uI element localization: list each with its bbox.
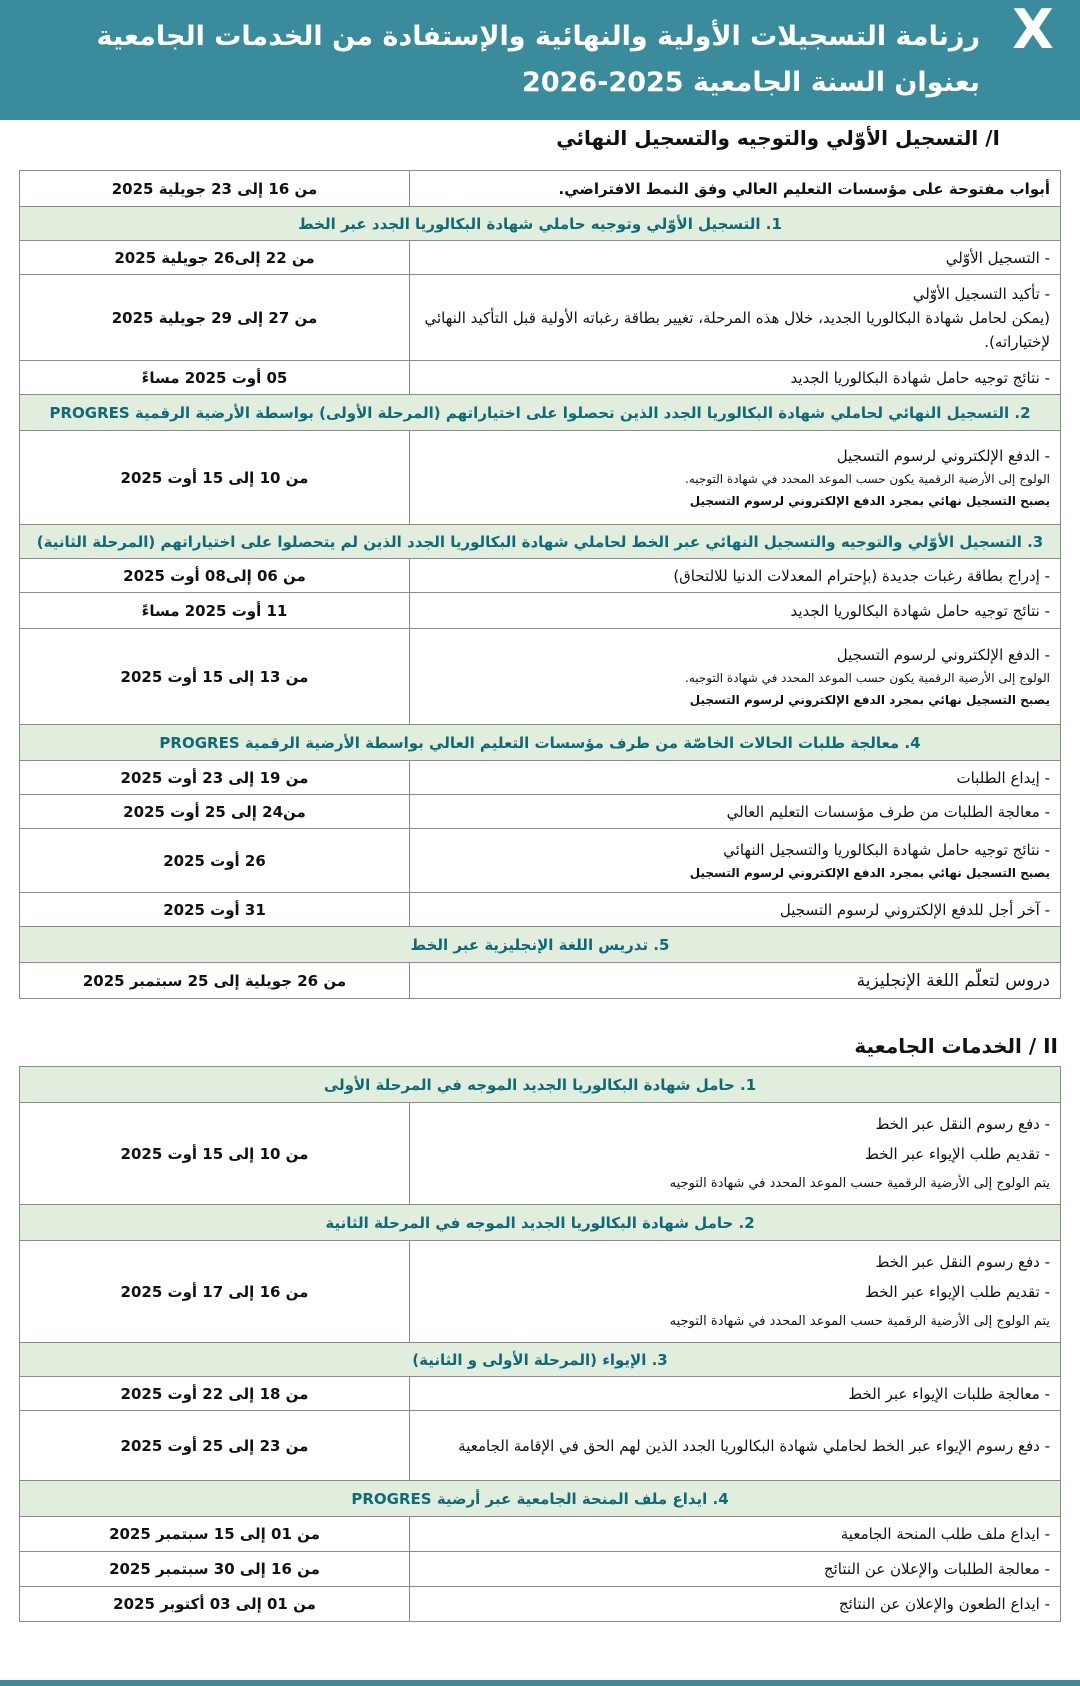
group-header bbox=[20, 1067, 1061, 1103]
group-title: 4. معالجة طلبات الحالات الخاصّة من طرف مؤسسات التعليم العالي بواسطة الأرضية الرقمية PROGRES bbox=[20, 725, 1061, 761]
row-date: من 22 إلى26 جويلية 2025 bbox=[20, 241, 410, 275]
group-header bbox=[20, 207, 1061, 241]
row-description bbox=[410, 275, 1061, 361]
row-description: - معالجة الطلبات والإعلان عن النتائج bbox=[410, 1552, 1061, 1587]
row-description: - ايداع الطعون والإعلان عن النتائج bbox=[410, 1587, 1061, 1622]
row-description: - نتائج توجيه حامل شهادة البكالوريا الجديد bbox=[410, 593, 1061, 629]
row-line: - نتائج توجيه حامل شهادة البكالوريا والتسجيل النهائي bbox=[723, 840, 1050, 859]
group-header bbox=[20, 725, 1061, 761]
row-date: من24 إلى 25 أوت 2025 bbox=[20, 795, 410, 829]
row-date: من 13 إلى 15 أوت 2025 bbox=[20, 629, 410, 725]
table-row bbox=[20, 1377, 1061, 1411]
table-row bbox=[20, 171, 1061, 207]
table-row bbox=[20, 431, 1061, 525]
table-row bbox=[20, 559, 1061, 593]
group-title: 1. حامل شهادة البكالوريا الجديد الموجه في المرحلة الأولى bbox=[20, 1067, 1061, 1103]
table-row bbox=[20, 795, 1061, 829]
row-description: - آخر أجل للدفع الإلكتروني لرسوم التسجيل bbox=[410, 893, 1061, 927]
group-title: 4. ايداع ملف المنحة الجامعية عبر أرضية PROGRES bbox=[20, 1481, 1061, 1517]
row-date: من 26 جويلية إلى 25 سبتمبر 2025 bbox=[20, 963, 410, 999]
row-date: من 16 إلى 23 جويلية 2025 bbox=[20, 171, 410, 207]
table-row bbox=[20, 593, 1061, 629]
table-row bbox=[20, 1587, 1061, 1622]
row-date: من 06 إلى08 أوت 2025 bbox=[20, 559, 410, 593]
row-description: - معالجة الطلبات من طرف مؤسسات التعليم العالي bbox=[410, 795, 1061, 829]
row-line: - تقديم طلب الإيواء عبر الخط bbox=[865, 1144, 1051, 1163]
row-description: - التسجيل الأوّلي bbox=[410, 241, 1061, 275]
group-title: 3. الإيواء (المرحلة الأولى و الثانية) bbox=[20, 1343, 1061, 1377]
row-description: - معالجة طلبات الإيواء عبر الخط bbox=[410, 1377, 1061, 1411]
table-row bbox=[20, 1517, 1061, 1552]
services-table bbox=[19, 1066, 1061, 1622]
row-note: (يمكن لحامل شهادة البكالوريا الجديد، خلال هذه المرحلة، تغيير بطاقة رغباته الأولية قبل التأكيد النهائي لإختياراته). bbox=[424, 308, 1050, 351]
row-description: - إيداع الطلبات bbox=[410, 761, 1061, 795]
row-description: - نتائج توجيه حامل شهادة البكالوريا الجديد bbox=[410, 361, 1061, 395]
row-description bbox=[410, 629, 1061, 725]
table-row bbox=[20, 275, 1061, 361]
row-date: من 01 إلى 15 سبتمبر 2025 bbox=[20, 1517, 410, 1552]
table-row bbox=[20, 963, 1061, 999]
group-header bbox=[20, 1481, 1061, 1517]
row-note: الولوج إلى الأرضية الرقمية يكون حسب الموعد المحدد في شهادة التوجيه. bbox=[685, 471, 1050, 486]
group-title: 1. التسجيل الأوّلي وتوجيه حاملي شهادة البكالوريا الجدد عبر الخط bbox=[20, 207, 1061, 241]
row-description: دروس لتعلّم اللغة الإنجليزية bbox=[410, 963, 1061, 999]
table-row bbox=[20, 829, 1061, 893]
header-bar bbox=[0, 0, 1080, 120]
row-date: 05 أوت 2025 مساءً bbox=[20, 361, 410, 395]
row-date: من 16 إلى 17 أوت 2025 bbox=[20, 1241, 410, 1343]
row-line: - الدفع الإلكتروني لرسوم التسجيل bbox=[836, 446, 1050, 465]
section-1-heading: I/ التسجيل الأوّلي والتوجيه والتسجيل النهائي bbox=[556, 126, 1000, 150]
table-row bbox=[20, 241, 1061, 275]
group-title: 3. التسجيل الأوّلي والتوجيه والتسجيل النهائي عبر الخط لحاملي شهادة البكالوريا الجدد الذين لم يتحصلوا على اختياراتهم (المرحلة الثانية) bbox=[20, 525, 1061, 559]
close-button[interactable]: X bbox=[1012, 0, 1054, 61]
row-note: يصبح التسجيل نهائي بمجرد الدفع الإلكتروني لرسوم التسجيل bbox=[689, 493, 1050, 508]
table-row bbox=[20, 761, 1061, 795]
table-row bbox=[20, 1411, 1061, 1481]
group-header bbox=[20, 1343, 1061, 1377]
row-date: من 01 إلى 03 أكتوبر 2025 bbox=[20, 1587, 410, 1622]
row-note: يتم الولوج إلى الأرضية الرقمية حسب الموعد المحدد في شهادة التوجيه bbox=[669, 1175, 1051, 1191]
page-title: رزنامة التسجيلات الأولية والنهائية والإستفادة من الخدمات الجامعية بعنوان السنة الجامعية 2025-2026 bbox=[96, 21, 980, 98]
row-date: من 27 إلى 29 جويلية 2025 bbox=[20, 275, 410, 361]
row-description bbox=[410, 1103, 1061, 1205]
section-2-heading: II / الخدمات الجامعية bbox=[854, 1034, 1058, 1058]
group-header bbox=[20, 1205, 1061, 1241]
row-description: أبواب مفتوحة على مؤسسات التعليم العالي وفق النمط الافتراضي. bbox=[410, 171, 1061, 207]
row-description: - ايداع ملف طلب المنحة الجامعية bbox=[410, 1517, 1061, 1552]
table-row bbox=[20, 361, 1061, 395]
row-description: - دفع رسوم الإيواء عبر الخط لحاملي شهادة البكالوريا الجدد الذين لهم الحق في الإقامة الجامعية bbox=[410, 1411, 1061, 1481]
row-description: - إدراج بطاقة رغبات جديدة (بإحترام المعدلات الدنيا للالتحاق) bbox=[410, 559, 1061, 593]
row-description bbox=[410, 829, 1061, 893]
group-title: 5. تدريس اللغة الإنجليزية عبر الخط bbox=[20, 927, 1061, 963]
row-date: من 19 إلى 23 أوت 2025 bbox=[20, 761, 410, 795]
row-note: الولوج إلى الأرضية الرقمية يكون حسب الموعد المحدد في شهادة التوجيه. bbox=[685, 670, 1050, 685]
row-note: يصبح التسجيل نهائي بمجرد الدفع الإلكتروني لرسوم التسجيل bbox=[689, 865, 1050, 880]
registration-table bbox=[19, 170, 1061, 999]
row-note: يصبح التسجيل نهائي بمجرد الدفع الإلكتروني لرسوم التسجيل bbox=[689, 692, 1050, 707]
group-title: 2. حامل شهادة البكالوريا الجديد الموجه في المرحلة الثانية bbox=[20, 1205, 1061, 1241]
table-row bbox=[20, 893, 1061, 927]
row-date: 26 أوت 2025 bbox=[20, 829, 410, 893]
row-line: - دفع رسوم النقل عبر الخط bbox=[875, 1114, 1051, 1133]
row-line: - تأكيد التسجيل الأوّلي bbox=[912, 284, 1050, 303]
row-line: - الدفع الإلكتروني لرسوم التسجيل bbox=[836, 645, 1050, 664]
row-note: يتم الولوج إلى الأرضية الرقمية حسب الموعد المحدد في شهادة التوجيه bbox=[669, 1313, 1051, 1329]
footer-bar bbox=[0, 1680, 1080, 1686]
row-date: 31 أوت 2025 bbox=[20, 893, 410, 927]
table-row bbox=[20, 1552, 1061, 1587]
table-row bbox=[20, 629, 1061, 725]
row-line: - دفع رسوم النقل عبر الخط bbox=[875, 1252, 1051, 1271]
table-row bbox=[20, 1103, 1061, 1205]
row-description bbox=[410, 431, 1061, 525]
table-row bbox=[20, 1241, 1061, 1343]
row-date: من 16 إلى 30 سبتمبر 2025 bbox=[20, 1552, 410, 1587]
row-date: من 18 إلى 22 أوت 2025 bbox=[20, 1377, 410, 1411]
row-description bbox=[410, 1241, 1061, 1343]
group-title: 2. التسجيل النهائي لحاملي شهادة البكالوريا الجدد الذين تحصلوا على اختياراتهم (المرحلة الأولى) بواسطة الأرضية الرقمية PROGRES bbox=[20, 395, 1061, 431]
group-header bbox=[20, 395, 1061, 431]
row-date: 11 أوت 2025 مساءً bbox=[20, 593, 410, 629]
group-header bbox=[20, 927, 1061, 963]
row-date: من 10 إلى 15 أوت 2025 bbox=[20, 1103, 410, 1205]
row-line: - تقديم طلب الإيواء عبر الخط bbox=[865, 1282, 1051, 1301]
row-date: من 10 إلى 15 أوت 2025 bbox=[20, 431, 410, 525]
row-date: من 23 إلى 25 أوت 2025 bbox=[20, 1411, 410, 1481]
group-header bbox=[20, 525, 1061, 559]
